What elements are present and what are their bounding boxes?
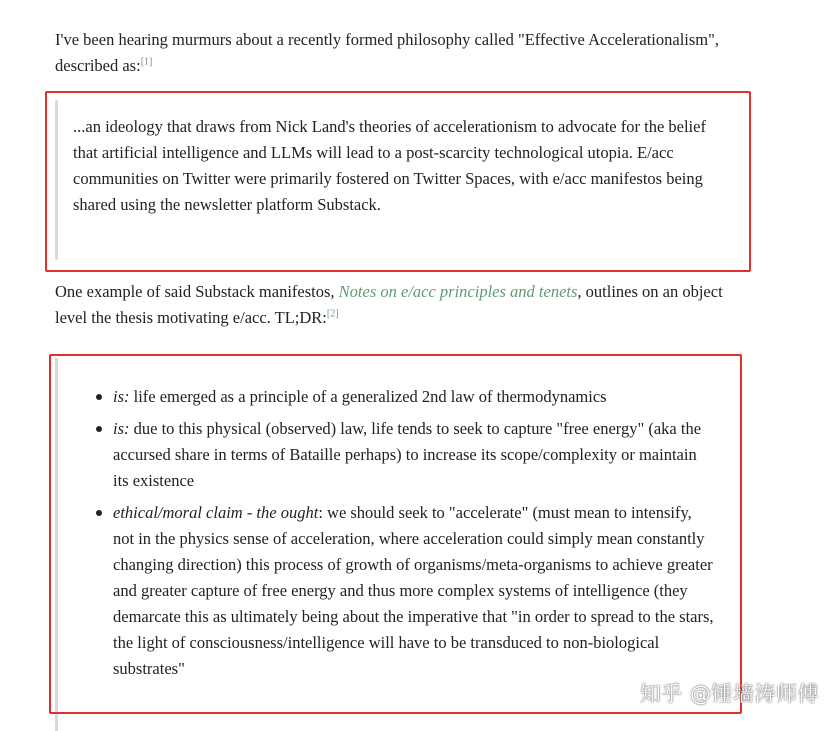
claim-text: : we should seek to "accelerate" (must mean to intensify, not in the physics sense of acceleration, where acceleration could simply mean constantly changing direction) this process of growth of organisms/meta-organisms to achieve greater and greater capture of free energy and thus more complex systems of intelligence (they demarcate this as ultimately being about the imperative that "in order to spread to the stars, the light of consciousness/intelligence will have to be transduced to non-biological substrates" [113, 503, 714, 678]
claim-label: ethical/moral claim - the ought [113, 503, 319, 522]
claim-text: life emerged as a principle of a generalized 2nd law of thermodynamics [129, 387, 607, 406]
zhihu-watermark: 知乎 @锤墙涛师傅 [639, 682, 819, 706]
claim-label: is: [113, 387, 130, 406]
highlight-box-tldr [49, 354, 742, 714]
footnote-1-link[interactable]: [1] [140, 56, 153, 68]
example-paragraph [55, 279, 745, 331]
claim-text: due to this physical (observed) law, life tends to seek to capture "free energy" (aka the accursed share in terms of Bataille perhaps) to increase its scope/complexity or maintain its existence [113, 419, 702, 490]
example-text-before: One example of said Substack manifestos, [55, 282, 339, 301]
footnote-2-link[interactable]: [2] [326, 308, 339, 320]
substack-manifesto-link[interactable]: Notes on e/acc principles and tenets [338, 282, 578, 301]
claim-label: is: [113, 419, 130, 438]
intro-text: I've been hearing murmurs about a recently formed philosophy called "Effective Accelerationalism", described as: [55, 30, 719, 75]
highlight-box-quote [45, 91, 751, 272]
blockquote-text: ...an ideology that draws from Nick Land's theories of accelerationism to advocate for the belief that artificial intelligence and LLMs will lead to a post-scarcity technological utopia. E/acc communities on Twitter were primarily fostered on Twitter Spaces, with e/acc manifestos being shared using the newsletter platform Substack. [73, 117, 706, 214]
example-text-after: , outlines on an object level the thesis motivating e/acc. TL;DR: [55, 282, 723, 327]
intro-paragraph [55, 27, 755, 79]
